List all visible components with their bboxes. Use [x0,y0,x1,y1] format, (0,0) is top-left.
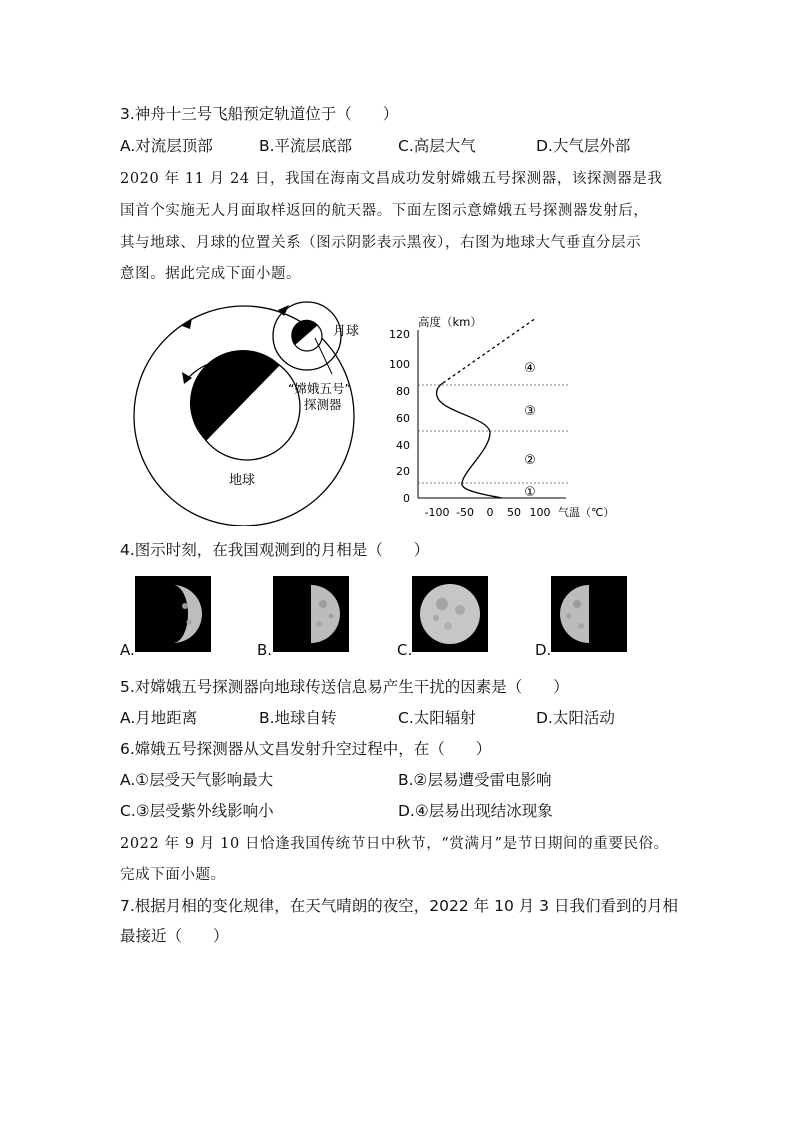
q3-option-d: D.大气层外部 [536,137,631,155]
passage1-line1: 2020 年 11 月 24 日，我国在海南文昌成功发射嫦娥五号探测器，该探测器是我 [120,171,663,187]
q4-option-c: C. [397,641,413,659]
xtick-100: 100 [529,506,551,519]
q7-line2: 最接近（ ） [120,927,229,945]
layer-3-label: ③ [524,404,536,419]
y-axis-label: 高度（km） [418,315,482,329]
ytick-40: 40 [396,439,410,452]
x-axis-label: 气温（℃） [558,506,615,519]
ytick-120: 120 [389,328,410,341]
moon-phase-a [135,576,211,652]
xtick-0: 0 [486,506,494,519]
q5-option-c: C.太阳辐射 [398,709,476,727]
q5-option-a: A.月地距离 [120,709,198,727]
q4-option-a: A. [120,641,135,659]
probe-label-2: 探测器 [304,397,342,412]
xtick-m100: -100 [424,506,450,519]
moon-globe [291,320,322,351]
ytick-100: 100 [389,358,410,371]
earth-label: 地球 [229,473,256,488]
xtick-50: 50 [507,506,521,519]
ytick-0: 0 [403,492,410,505]
layer-2-label: ② [524,453,536,468]
moon-phase-c [412,576,488,652]
q4-option-b: B. [257,641,273,659]
q6-option-d: D.④层易出现结冰现象 [398,802,553,820]
q3-option-c: C.高层大气 [398,137,476,155]
q6-stem: 6.嫦娥五号探测器从文昌发射升空过程中，在（ ） [120,740,492,758]
temperature-curve [437,383,502,498]
q5-option-d: D.太阳活动 [536,709,615,727]
passage1-line2: 国首个实施无人月面取样返回的航天器。下面左图示意嫦娥五号探测器发射后， [120,203,649,219]
probe-label-1: “嫦娥五号” [288,381,351,396]
passage1-line4: 意图。据此完成下面小题。 [120,266,302,282]
q3-stem: 3.神舟十三号飞船预定轨道位于（ ） [120,105,399,123]
q6-option-a: A.①层受天气影响最大 [120,771,274,789]
q5-option-b: B.地球自转 [259,709,337,727]
q6-option-c: C.③层受紫外线影响小 [120,802,274,820]
q4-option-d: D. [535,641,552,659]
layer-1-label: ① [524,485,536,500]
moon-label: 月球 [333,324,360,339]
q4-stem: 4.图示时刻，在我国观测到的月相是（ ） [120,541,430,559]
rotation-arrow-icon [182,372,192,384]
passage2-line1: 2022 年 9 月 10 日恰逢我国传统节日中秋节，“赏满月”是节日期间的重要民俗。 [120,836,669,852]
moon-phase-b [273,576,349,652]
q6-option-b: B.②层易遭受雷电影响 [398,771,552,789]
ytick-20: 20 [396,465,410,478]
earth-moon-diagram [128,296,388,526]
q3-option-b: B.平流层底部 [259,137,353,155]
passage2-line2: 完成下面小题。 [120,867,226,883]
q7-line1: 7.根据月相的变化规律，在天气晴朗的夜空，2022 年 10 月 3 日我们看到的月相 [120,897,678,915]
atmosphere-chart [380,312,630,524]
layer-4-label: ④ [524,361,536,376]
q3-option-a: A.对流层顶部 [120,137,213,155]
passage1-line3: 其与地球、月球的位置关系（图示阴影表示黑夜），右图为地球大气垂直分层示 [120,235,642,251]
ytick-80: 80 [396,385,410,398]
ytick-60: 60 [396,412,410,425]
q5-stem: 5.对嫦娥五号探测器向地球传送信息易产生干扰的因素是（ ） [120,678,569,696]
moon-phase-d [551,576,627,652]
earth-globe [190,350,300,460]
xtick-m50: -50 [456,506,474,519]
